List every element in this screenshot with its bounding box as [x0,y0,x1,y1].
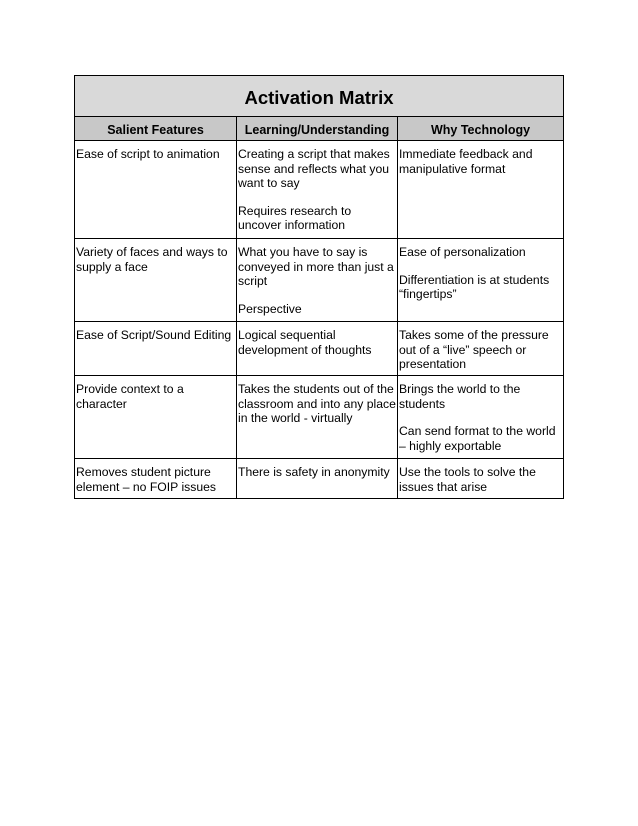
table-row [75,239,564,322]
cell-text: Logical sequential development of thoughts [238,328,372,357]
table-row [75,376,564,459]
cell-text: Differentiation is at students “fingertips” [399,272,550,301]
feature-cell [75,459,237,499]
column-header-why-technology: Why Technology [398,117,564,141]
cell-text: Can send format to the world – highly exportable [399,424,556,453]
learning-cell [237,459,398,499]
table-row [75,322,564,376]
technology-cell [398,141,564,239]
learning-cell [237,376,398,459]
cell-text: What you have to say is conveyed in more than just a script [238,245,394,288]
technology-cell [398,459,564,499]
column-header-learning-understanding: Learning/Understanding [237,117,398,141]
table-row [75,141,564,239]
cell-text: Ease of personalization [399,245,526,259]
table-title: Activation Matrix [75,76,564,117]
activation-matrix-table [74,75,564,499]
feature-cell [75,141,237,239]
cell-text: Takes the students out of the classroom and into any place in the world - virtually [238,382,396,425]
cell-text: Provide context to a character [76,382,184,411]
cell-text: Requires research to uncover information [238,203,352,232]
cell-text: Ease of script to animation [76,147,220,161]
technology-cell [398,376,564,459]
cell-text: Variety of faces and ways to supply a face [76,245,228,274]
header-row [75,117,564,141]
feature-cell [75,376,237,459]
feature-cell [75,239,237,322]
cell-text: Perspective [238,301,302,316]
learning-cell [237,322,398,376]
cell-text: Ease of Script/Sound Editing [76,328,232,342]
feature-cell [75,322,237,376]
technology-cell [398,239,564,322]
learning-cell [237,141,398,239]
cell-text: Use the tools to solve the issues that arise [399,465,536,494]
cell-text: There is safety in anonymity [238,465,390,479]
table-row [75,459,564,499]
cell-text: Immediate feedback and manipulative format [399,147,533,176]
technology-cell [398,322,564,376]
cell-text: Takes some of the pressure out of a “live” speech or presentation [399,328,549,371]
learning-cell [237,239,398,322]
cell-text: Removes student picture element – no FOIP issues [76,465,217,494]
cell-text: Brings the world to the students [399,382,521,411]
cell-text: Creating a script that makes sense and reflects what you want to say [238,147,390,190]
title-row [75,76,564,117]
column-header-salient-features: Salient Features [75,117,237,141]
